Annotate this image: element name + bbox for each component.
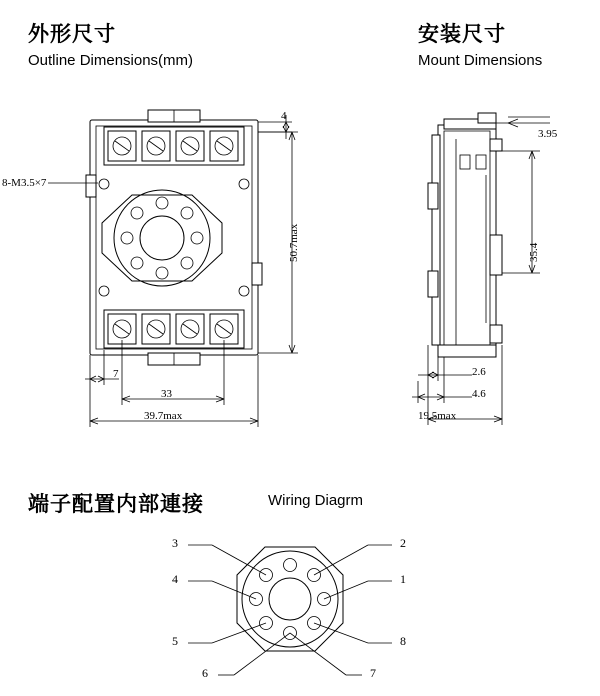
outline-title-en: Outline Dimensions(mm) (28, 52, 194, 69)
wiring-title-cn: 端子配置内部連接 (28, 493, 204, 516)
wiring-pin-3-label: 3 (172, 536, 178, 550)
mount-total-width-label: 19.5max (418, 410, 457, 422)
wiring-pin-2-label: 2 (400, 536, 406, 550)
wiring-pin-6-label: 6 (202, 666, 208, 680)
mount-top-width-label: 3.95 (538, 128, 558, 140)
wiring-drawing (140, 525, 470, 695)
wiring-pin-4-label: 4 (172, 572, 178, 586)
mount-drawing (400, 95, 600, 425)
wiring-pin-1-label: 1 (400, 572, 406, 586)
mount-title-cn: 安装尺寸 (418, 23, 506, 46)
mount-title-en: Mount Dimensions (418, 52, 543, 69)
outline-mid-width-label: 33 (161, 388, 172, 400)
outline-screw-label: 8-M3.5×7 (2, 177, 47, 189)
wiring-title-en: Wiring Diagrm (268, 492, 364, 509)
wiring-pin-7-label: 7 (370, 666, 376, 680)
outline-title-cn: 外形尺寸 (28, 23, 116, 46)
outline-drawing (0, 95, 330, 425)
mount-dim-b-label: 4.6 (472, 388, 486, 400)
outline-total-width-label: 39.7max (144, 410, 183, 422)
wiring-pin-5-label: 5 (172, 634, 178, 648)
wiring-pin-8-label: 8 (400, 634, 406, 648)
outline-small-width-label: 7 (113, 368, 119, 380)
mount-dim-a-label: 2.6 (472, 366, 486, 378)
outline-top-gap-label: 4 (281, 110, 287, 122)
outline-height-label: 50.7max (288, 223, 300, 262)
mount-height-label: 35.4 (528, 242, 540, 262)
